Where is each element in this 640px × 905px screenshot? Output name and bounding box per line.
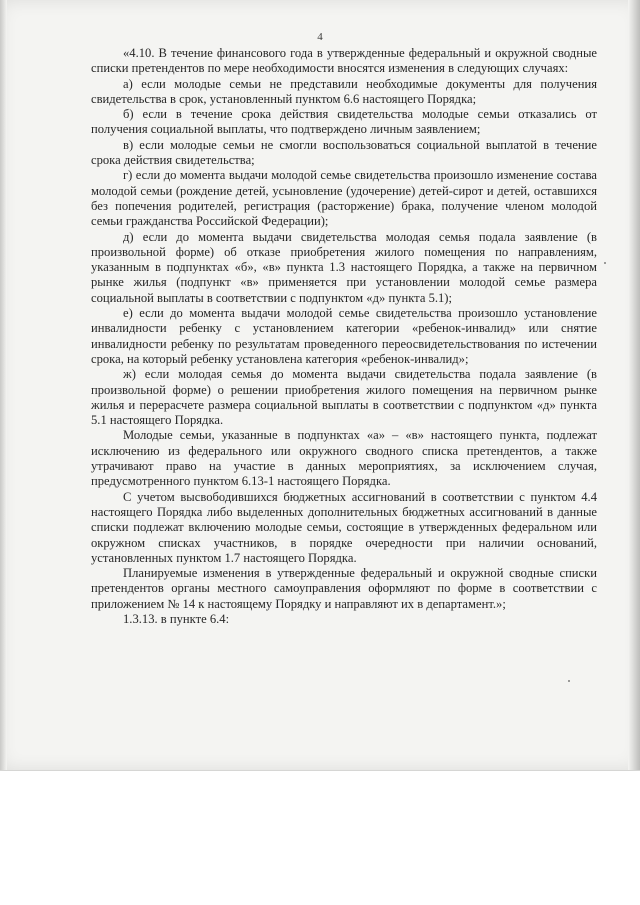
page-number: 4 — [317, 31, 323, 43]
paragraph-exclusion: Молодые семьи, указанные в подпунктах «а» – «в» настоящего пункта, подлежат исключению из федерального или окружного сводного списка претендентов, а также утрачивают право на участие в данных мероприятиях, за исключением случая, предусмотренного пунктом 6.13-1 настоящего Порядка. — [91, 428, 597, 489]
list-item-b: б) если в течение срока действия свидетельства молодые семьи отказались от получения социальной выплаты, что подтверждено личным заявлением; — [91, 107, 597, 137]
scan-speck — [604, 262, 606, 264]
list-item-d: д) если до момента выдачи свидетельства молодая семья подала заявление (в произвольной форме) об отказе приобретения жилого помещения по направлениям, указанным в подпунктах «б», «в» пункта 1.3 настоящего Порядка, а также на первичном рынке жилья (подпункт «в» применяется при установлении молодой семье размера социальной выплаты в соответствии с подпунктом «д» пункта 5.1); — [91, 229, 597, 305]
list-item-g: г) если до момента выдачи молодой семье свидетельства произошло изменение состава молодой семьи (рождение детей, усыновление (удочерение) детей-сирот и детей, оставшихся без попечения родителей, регистрация (расторжение) брака, получение членом молодой семьи гражданства Российской Федерации); — [91, 168, 597, 229]
scan-speck — [568, 680, 570, 682]
paragraph-planned-changes: Планируемые изменения в утвержденные федеральный и окружной сводные списки претендентов органы местного самоуправления оформляют по форме в соответствии с приложением № 14 к настоящему Порядку и направляют их в департамент.»; — [91, 566, 597, 611]
document-body — [91, 46, 597, 627]
paragraph-reallocation: С учетом высвободившихся бюджетных ассигнований в соответствии с пунктом 4.4 настоящего Порядка либо выделенных дополнительных бюджетных ассигнований в данные списки подлежат включению молодые семьи, состоящие в утвержденных федеральном или окружном списках участников, в порядке очередности при наличии оснований, установленных пунктом 1.7 настоящего Порядка. — [91, 489, 597, 565]
list-item-v: в) если молодые семьи не смогли воспользоваться социальной выплатой в течение срока действия свидетельства; — [91, 137, 597, 168]
list-item-zh: ж) если молодая семья до момента выдачи свидетельства подала заявление (в произвольной форме) о решении приобретения жилого помещения на первичном рынке жилья и перерасчете размера социальной выплаты в соответствии с подпунктом «д» пункта 5.1 настоящего Порядка. — [91, 367, 597, 428]
list-item-a: а) если молодые семьи не представили необходимые документы для получения свидетельства в срок, установленный пунктом 6.6 настоящего Порядка; — [91, 76, 597, 106]
list-item-e: е) если до момента выдачи молодой семье свидетельства произошло установление инвалидности ребенку с установлением категории «ребенок-инвалид» или снятие инвалидности ребенку по результатам проведенного переосвидетельствования по истечении срока, на который ребенку установлена категория «ребенок-инвалид»; — [91, 306, 597, 366]
paragraph-1-3-13: 1.3.13. в пункте 6.4: — [123, 611, 230, 626]
scan-shadow-left — [0, 0, 7, 770]
paragraph-4-10-intro: «4.10. В течение финансового года в утвержденные федеральный и окружной сводные списки претендентов по мере необходимости вносятся изменения в следующих случаях: — [91, 46, 597, 76]
scan-shadow-right — [628, 0, 640, 770]
